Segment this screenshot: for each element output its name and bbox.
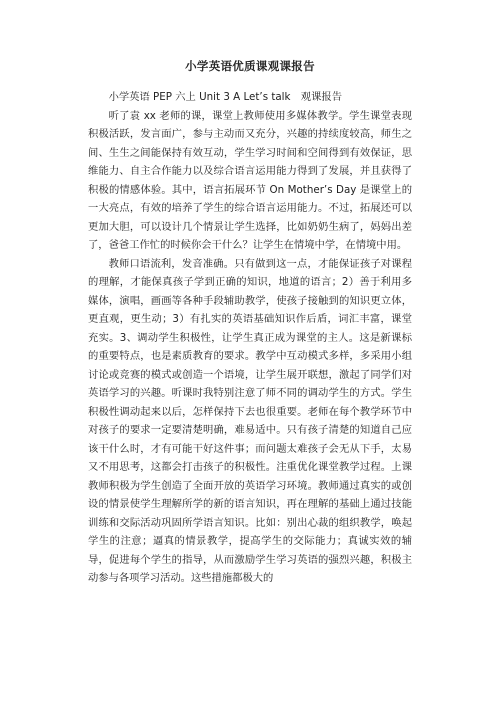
paragraph-2: 教师口语流利，发音准确。只有做到这一点，才能保证孩子对课程的理解，才能保真孩子学到正确的知识，地道的语言；2）善于利用多媒体，演唱，画画等各种手段辅助教学，使孩子接触到的知识更立体，更直观，更生动；3）有扎实的英语基础知识作后盾，词汇丰富，课堂充实。3、调动学生积极性，让学生真正成为课堂的主人。这是新课标的重要特点，也是素质教育的要求。教学中互动模式多样，多采用小组讨论或竞赛的模式或创造一个语境，让学生展开联想，激起了同学们对英语学习的兴趣。听课时我特别注意了师不同的调动学生的方式。学生积极性调动起来以后，怎样保持下去也很重要。老师在每个教学环节中对孩子的要求一定要清楚明确，难易适中。只有孩子清楚的知道自己应该干什么时，才有可能干好这件事；而问题太难孩子会无从下手，太易又不用思考，这都会打击孩子的积极性。注重优化课堂教学过程。上课教师积极为学生创造了全面开放的英语学习环境。教师通过真实的或创设的情景使学生理解所学的新的语言知识，再在理解的基础上通过技能训练和交际活动巩固所学语言知识。比如：别出心裁的组织教学，唤起学生的注意；逼真的情景教学，提高学生的交际能力；真诚实效的辅导，促进每个学生的指导，从而激励学生学习英语的强烈兴趣，积极主动参与各项学习活动。这些措施都极大的	[88, 257, 412, 584]
paragraph-1: 听了袁 xx 老师的课，课堂上教师使用多媒体教学。学生课堂表现积极活跃，发言面广，参与主动而又充分，兴趣的持续度较高，师生之间、生生之间能保持有效互动，学生学习时间和空间得到有效保证，思维能力、自主合作能力以及综合语言运用能力得到了发展，并且获得了积极的情感体验。其中，语言拓展环节 On Mother’s Day 是课堂上的一大亮点，有效的培养了学生的综合语言运用能力。不过，拓展还可以更加大胆，可以设计几个情景让学生选择，比如奶奶生病了，妈妈出差了，爸爸工作忙的时候你会干什么？让学生在情境中学，在情境中用。	[88, 109, 412, 251]
document-page	[88, 58, 412, 588]
report-subtitle: 小学英语 PEP 六上 Unit 3 A Let’s talk 观课报告	[108, 91, 342, 103]
document-title: 小学英语优质课观课报告	[185, 59, 315, 73]
